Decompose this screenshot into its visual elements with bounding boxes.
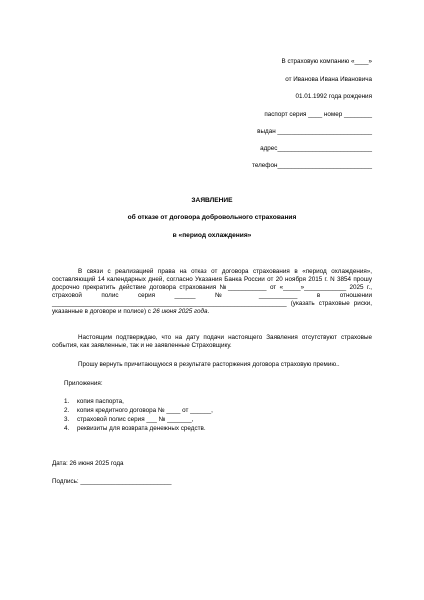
footer-signature: Подпись: __________________________ [52, 478, 172, 485]
document-title: ЗАЯВЛЕНИЕ [191, 197, 233, 204]
body-paragraph-1-text: В связи с реализацией права на отказ от договора страхования в «период охлаждения», составляющий 14 календарных дней, согласно Указания Банка России от 20 ноября 2015 г. N 3854 прошу досрочно прекратить действие договора страхования №___________ от «_____»____________ 2025 г., страховой полис серия ______ № ___________ в отношении ___________________________________________________________________ (указать страховые риски, указанные в договоре и полисе) с [52, 268, 372, 316]
header-sender: от Иванова Ивана Ивановича [285, 76, 372, 83]
header-address: адрес___________________________ [260, 145, 372, 152]
header-issued: выдан ___________________________ [257, 128, 372, 135]
body-paragraph-3: Прошу вернуть причитающуюся в результате расторжения договора страховую премию.. [78, 361, 340, 368]
footer-date: Дата: 26 июня 2025 года [52, 460, 124, 467]
appendix-item-2-text: копия кредитного договора № ____ от ______, [77, 407, 213, 414]
header-birthdate: 01.01.1992 года рождения [295, 93, 372, 100]
header-phone: телефон___________________________ [252, 162, 372, 169]
appendix-item-3-num: 3. [64, 416, 70, 423]
body-paragraph-1 [52, 268, 372, 317]
header-passport: паспорт серия ____ номер ________ [264, 111, 372, 118]
body-paragraph-1-date: 26 июня 2025 года [152, 308, 208, 316]
appendix-item-3-text: страховой полис серия ___ № _______, [77, 416, 194, 423]
appendix-item-2-num: 2. [64, 407, 70, 414]
appendix-item-1-text: копия паспорта, [77, 398, 124, 405]
appendix-item-1-num: 1. [64, 398, 70, 405]
appendix-title: Приложения: [64, 380, 103, 387]
document-subtitle-period: в «период охлаждения» [172, 232, 252, 239]
appendix-item-4-text: реквизиты для возврата денежных средств. [77, 425, 206, 432]
appendix-item-4-num: 4. [64, 425, 70, 432]
body-paragraph-1-end: . [207, 308, 210, 316]
header-recipient: В страховую компанию «____» [281, 58, 372, 65]
body-paragraph-2: Настоящим подтверждаю, что на дату подачи настоящего Заявления отсутствуют страховые события, как заявленные, так и не заявленные Страховщику. [52, 334, 372, 350]
document-subtitle: об отказе от договора добровольного страхования [127, 214, 297, 221]
